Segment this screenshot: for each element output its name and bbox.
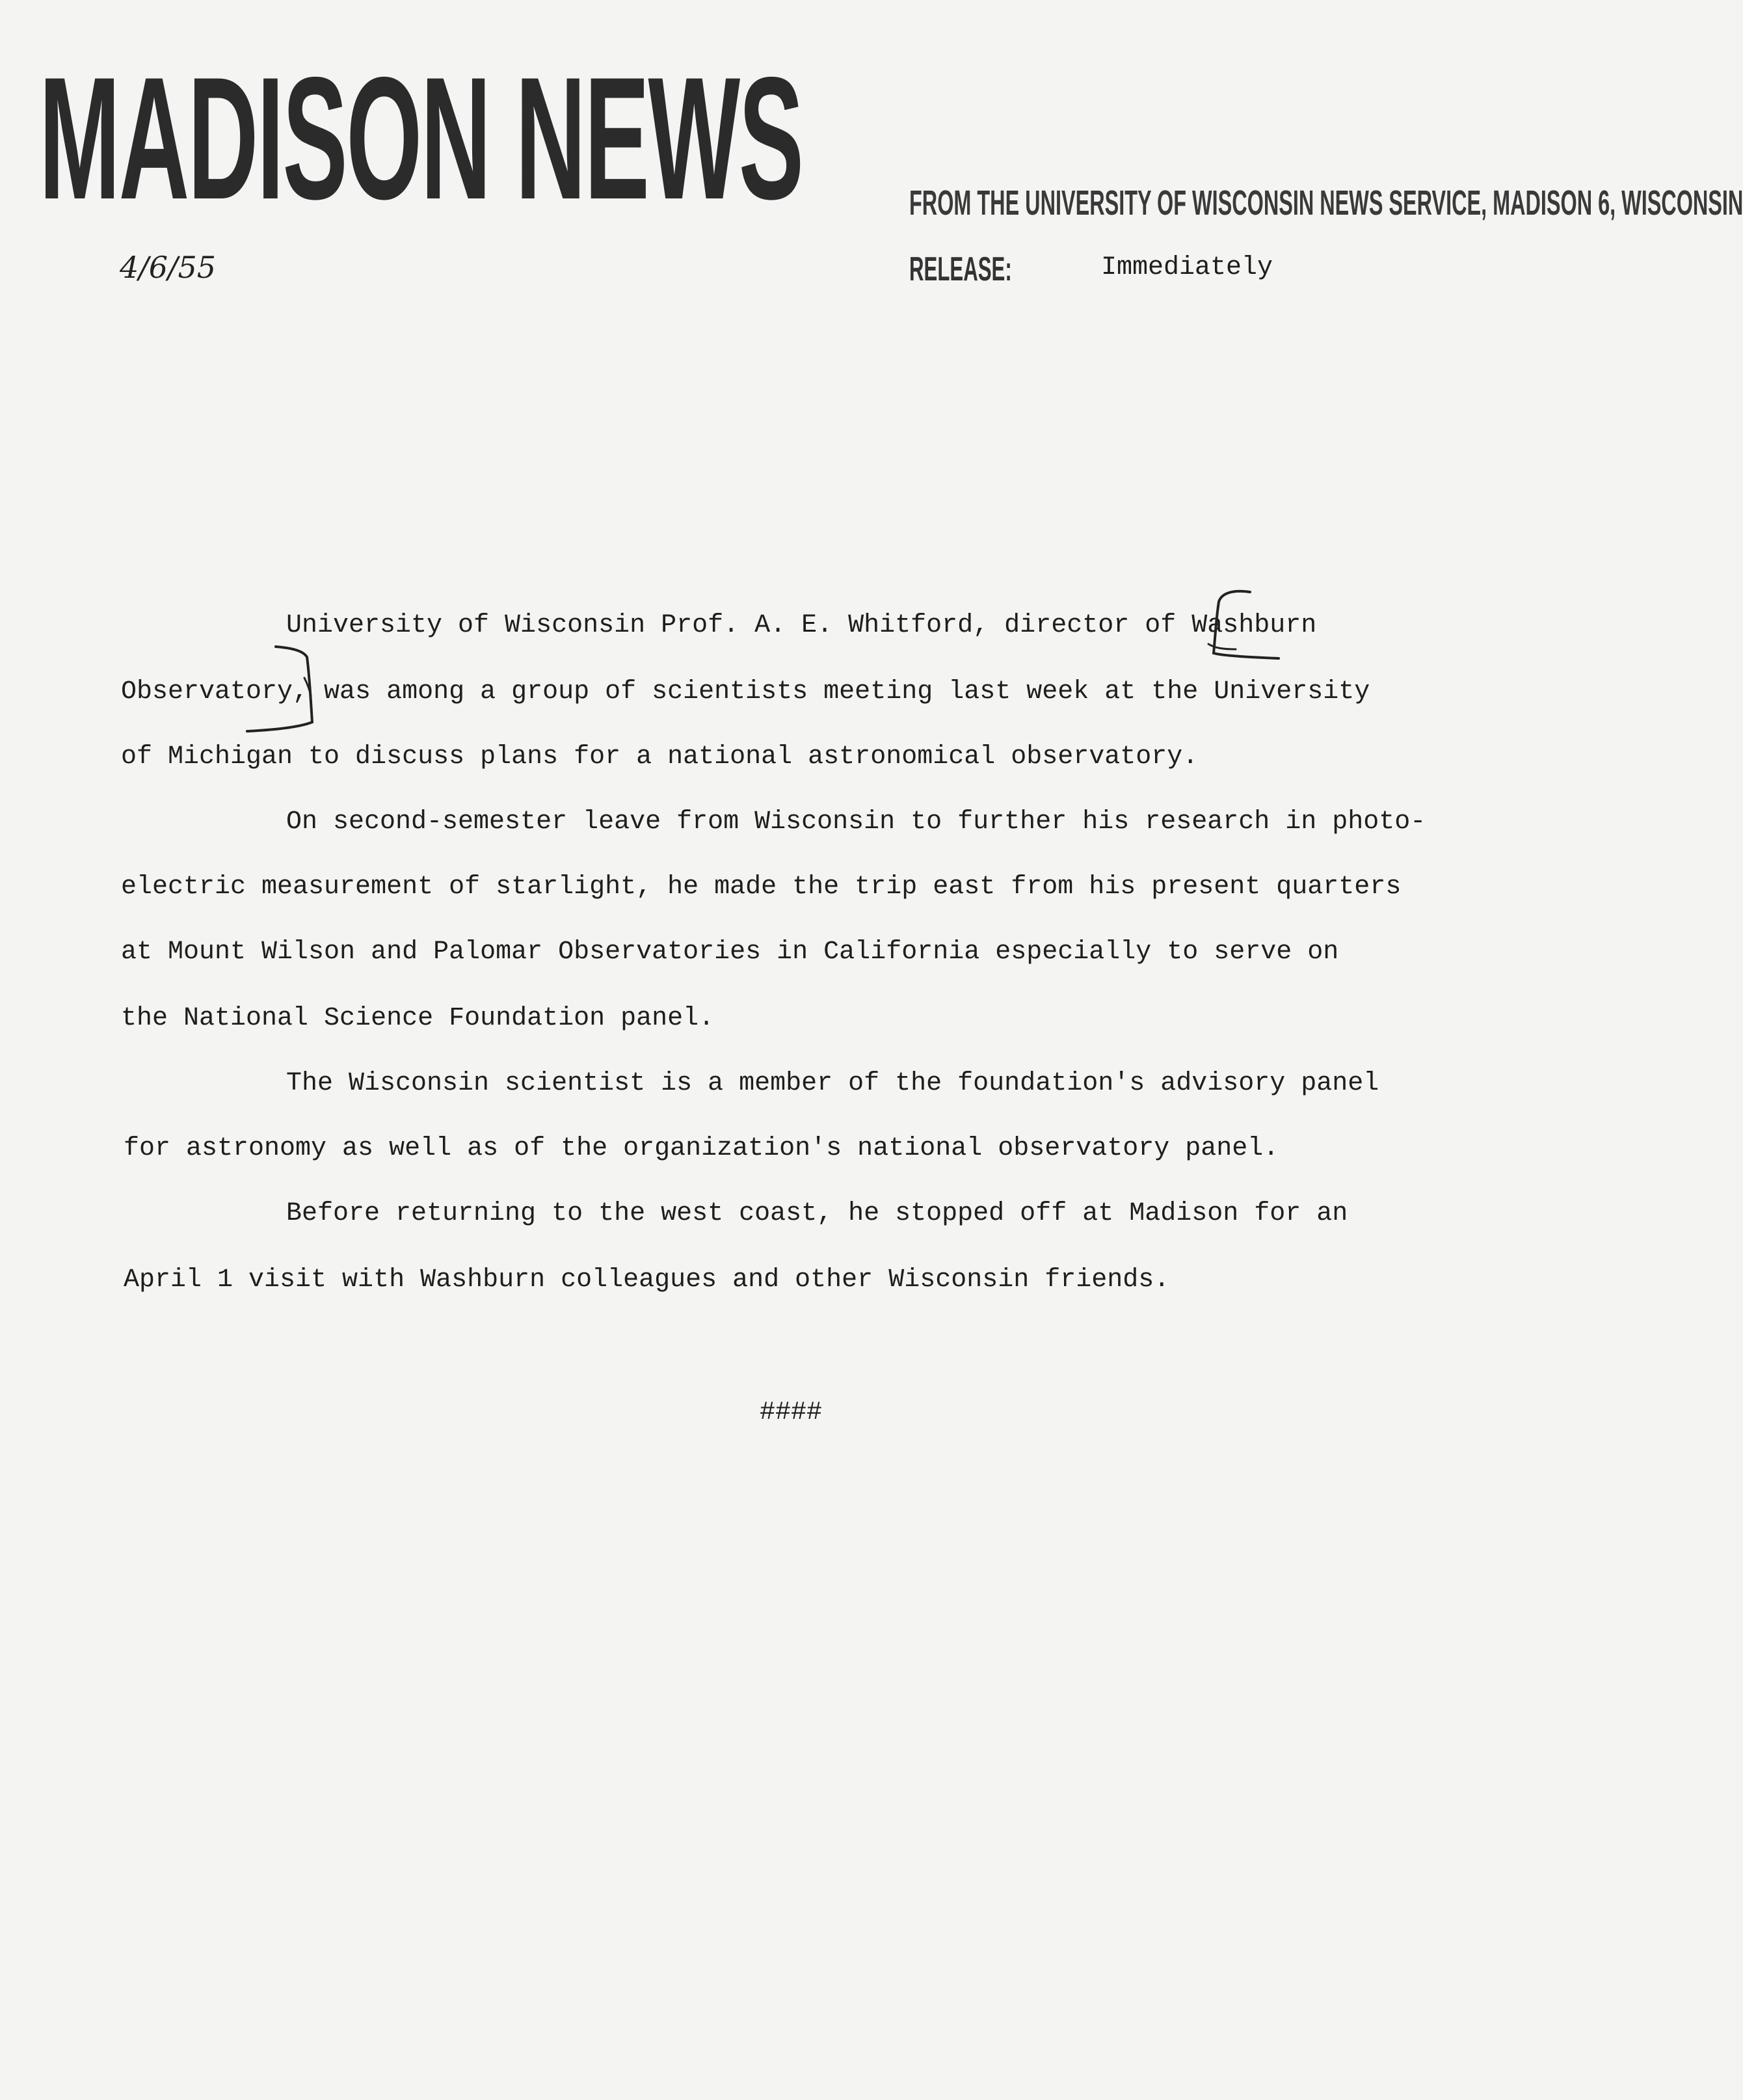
body-line: Observatory, was among a group of scientists meeting last week at the University (121, 677, 1370, 707)
release-date: 4/6/55 (120, 250, 217, 285)
open-bracket-tail (1208, 644, 1236, 649)
masthead-title: MADISON NEWS (39, 40, 803, 236)
end-mark: #### (760, 1398, 823, 1427)
body-line: University of Wisconsin Prof. A. E. Whitford, director of Washburn (286, 611, 1317, 640)
body-line: of Michigan to discuss plans for a national astronomical observatory. (121, 742, 1199, 772)
body-line: electric measurement of starlight, he made the trip east from his present quarters (121, 872, 1402, 902)
close-bracket-mark (247, 647, 312, 731)
body-line: for astronomy as well as of the organization's national observatory panel. (124, 1134, 1279, 1163)
release-label: RELEASE: (909, 250, 1012, 288)
body-line: April 1 visit with Washburn colleagues and other Wisconsin friends. (124, 1265, 1170, 1295)
news-service-line: FROM THE UNIVERSITY OF WISCONSIN NEWS SERVICE, MADISON 6, WISCONSIN (909, 183, 1743, 222)
body-line: at Mount Wilson and Palomar Observatories in California especially to serve on (121, 937, 1339, 967)
release-value: Immediately (1101, 253, 1273, 282)
body-line: Before returning to the west coast, he stopped off at Madison for an (286, 1199, 1348, 1228)
body-line: On second-semester leave from Wisconsin to further his research in photo- (286, 807, 1426, 837)
body-line: the National Science Foundation panel. (121, 1004, 715, 1033)
body-line: The Wisconsin scientist is a member of the foundation's advisory panel (286, 1069, 1379, 1098)
